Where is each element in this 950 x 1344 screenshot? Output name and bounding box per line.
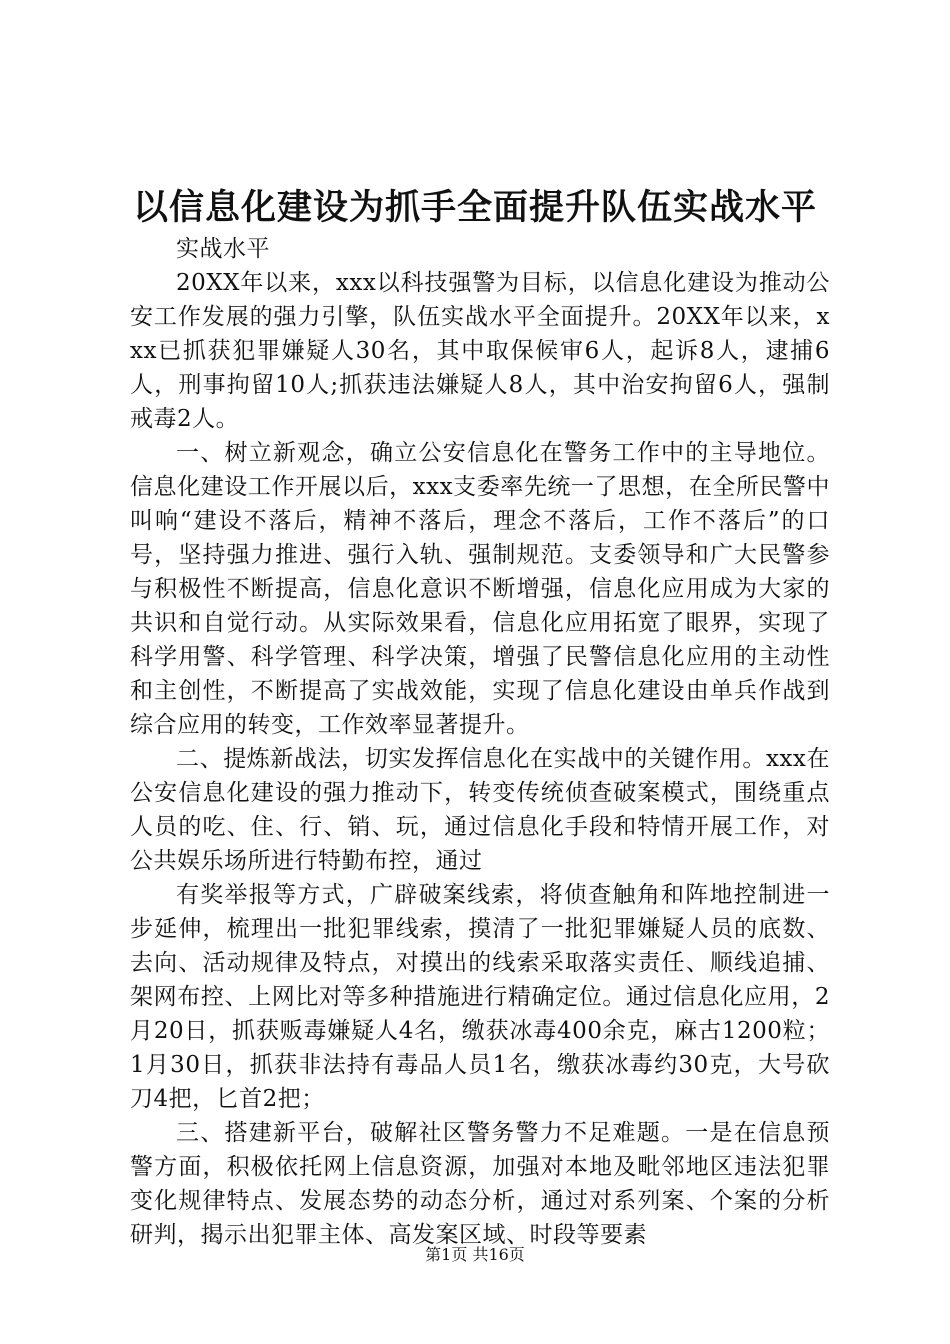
document-title: 以信息化建设为抓手全面提升队伍实战水平 (132, 187, 817, 228)
section-two-paragraph: 二、提炼新战法，切实发挥信息化在实战中的关键作用。xxx在公安信息化建设的强力推动下，转变传统侦查破案模式，围绕重点人员的吃、住、行、销、玩，通过信息化手段和特情开展工作，对公共娱乐场所进行特勤布控，通过 (130, 746, 830, 874)
section-two-continued-paragraph: 有奖举报等方式，广辟破案线索，将侦查触角和阵地控制进一步延伸，梳理出一批犯罪线索，摸清了一批犯罪嫌疑人员的底数、去向、活动规律及特点，对摸出的线索采取落实责任、顺线追捕、架网布控、上网比对等多种措施进行精确定位。通过信息化应用，2月20日，抓获贩毒嫌疑人4名，缴获冰毒400余克，麻古1200粒；1月30日，抓获非法持有毒品人员1名，缴获冰毒约30克，大号砍刀4把，匕首2把； (130, 882, 830, 1112)
section-three-paragraph: 三、搭建新平台，破解社区警务警力不足难题。一是在信息预警方面，积极依托网上信息资源，加强对本地及毗邻地区违法犯罪变化规律特点、发展态势的动态分析，通过对系列案、个案的分析研判，揭示出犯罪主体、高发案区域、时段等要素 (130, 1120, 830, 1248)
page-number-footer: 第1页 共16页 (425, 1245, 525, 1264)
subtitle-paragraph: 实战水平 (176, 236, 270, 262)
intro-paragraph: 20XX年以来，xxx以科技强警为目标，以信息化建设为推动公安工作发展的强力引擎，队伍实战水平全面提升。20XX年以来，xxx已抓获犯罪嫌疑人30名，其中取保候审6人，起诉8人，逮捕6人，刑事拘留10人;抓获违法嫌疑人8人，其中治安拘留6人，强制戒毒2人。 (130, 270, 830, 432)
document-body (130, 232, 830, 1252)
section-one-paragraph: 一、树立新观念，确立公安信息化在警务工作中的主导地位。信息化建设工作开展以后，xxx支委率先统一了思想，在全所民警中叫响“建设不落后，精神不落后，理念不落后，工作不落后”的口号，坚持强力推进、强行入轨、强制规范。支委领导和广大民警参与积极性不断提高，信息化意识不断增强，信息化应用成为大家的共识和自觉行动。从实际效果看，信息化应用拓宽了眼界，实现了科学用警、科学管理、科学决策，增强了民警信息化应用的主动性和主创性，不断提高了实战效能，实现了信息化建设由单兵作战到综合应用的转变，工作效率显著提升。 (130, 440, 830, 738)
